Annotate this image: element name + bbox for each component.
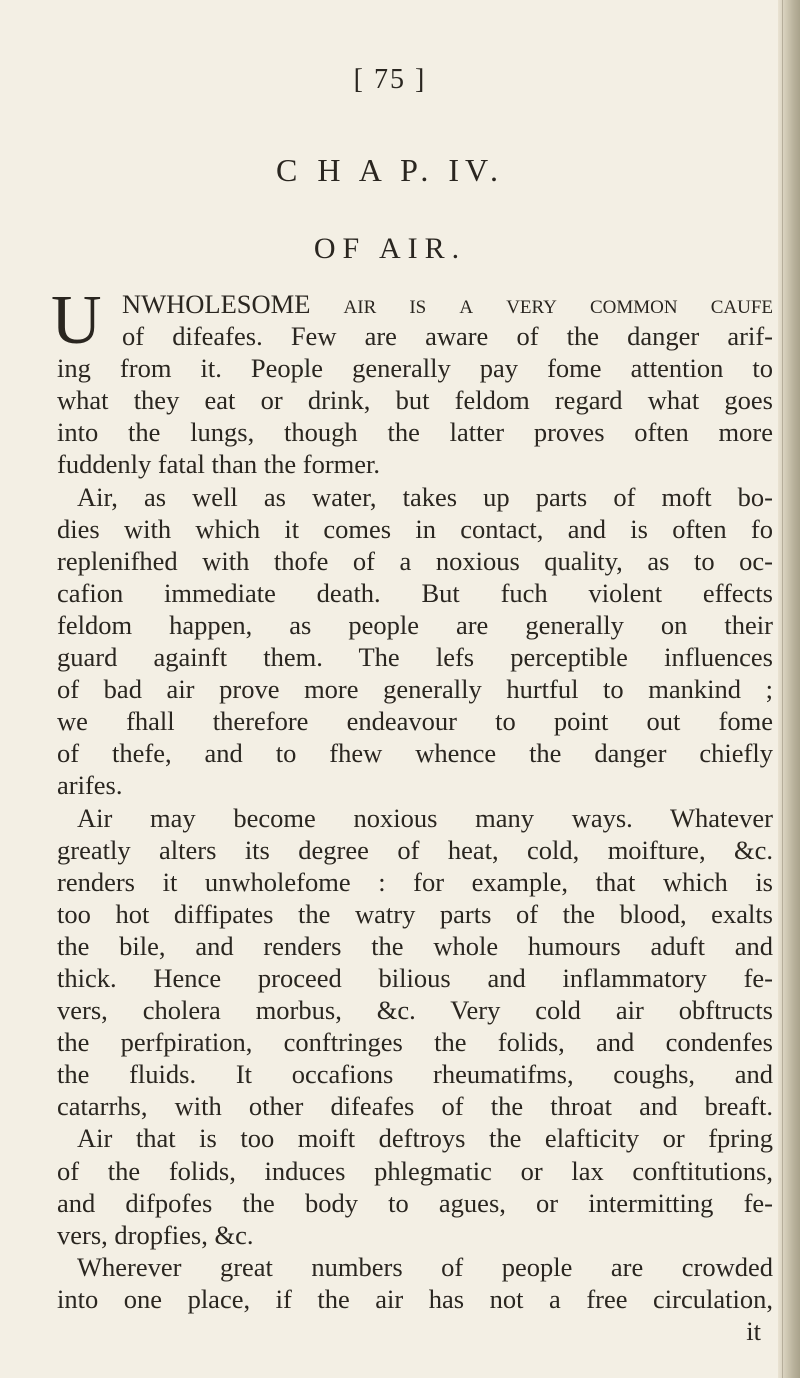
text-line: feldom happen, as people are generally on their bbox=[57, 609, 773, 640]
body-text bbox=[51, 282, 773, 1347]
drop-cap: U bbox=[51, 282, 102, 359]
text-line: Wherever great numbers of people are crowded bbox=[77, 1251, 773, 1282]
text-line: renders it unwholefome : for example, that which is bbox=[57, 866, 773, 897]
text-line: of thefe, and to fhew whence the danger chiefly bbox=[57, 738, 773, 769]
text-line: of the folids, induces phlegmatic or lax conftitutions, bbox=[57, 1155, 773, 1186]
text-line: fuddenly fatal than the former. bbox=[57, 449, 381, 480]
text-line: the bile, and renders the whole humours aduft and bbox=[57, 930, 773, 961]
text-line: guard againft them. The lefs perceptible influences bbox=[57, 642, 773, 673]
text-line: too hot diffipates the watry parts of the blood, exalts bbox=[57, 898, 773, 929]
text-line: vers, dropfies, &c. bbox=[57, 1219, 254, 1250]
text-line: we fhall therefore endeavour to point out fome bbox=[57, 706, 773, 737]
text-line: dies with which it comes in contact, and is often fo bbox=[57, 513, 773, 544]
text-line: Air, as well as water, takes up parts of moft bo- bbox=[77, 481, 773, 512]
text-line: catarrhs, with other difeafes of the throat and breaft. bbox=[57, 1091, 773, 1122]
text-line: Air may become noxious many ways. Whatever bbox=[77, 802, 773, 833]
text-line: arifes. bbox=[57, 770, 123, 801]
catchword: it bbox=[746, 1316, 761, 1346]
page-edge bbox=[778, 0, 800, 1378]
text-line: and difpofes the body to agues, or intermitting fe- bbox=[57, 1187, 773, 1218]
text-line: NWHOLESOME air is a very common caufe bbox=[122, 289, 773, 319]
page-number: [ 75 ] bbox=[353, 64, 427, 95]
chapter-title: OF AIR. bbox=[313, 232, 467, 265]
text-line: thick. Hence proceed bilious and inflammatory fe- bbox=[57, 962, 773, 993]
text-line: into one place, if the air has not a free circulation, bbox=[57, 1283, 773, 1314]
text-line: the perfpiration, conftringes the folids, and condenfes bbox=[57, 1027, 773, 1058]
text-line: greatly alters its degree of heat, cold, moifture, &c. bbox=[57, 834, 773, 865]
text-line: the fluids. It occafions rheumatifms, coughs, and bbox=[57, 1059, 773, 1090]
text-line: of difeafes. Few are aware of the danger arif- bbox=[122, 321, 773, 352]
text-line: what they eat or drink, but feldom regard what goes bbox=[57, 385, 773, 416]
text-line: cafion immediate death. But fuch violent effects bbox=[57, 577, 773, 608]
text-line: of bad air prove more generally hurtful to mankind ; bbox=[57, 674, 773, 705]
text-line: replenifhed with thofe of a noxious quality, as to oc- bbox=[57, 545, 773, 576]
text-line: Air that is too moift deftroys the elafticity or fpring bbox=[77, 1123, 773, 1154]
text-line: vers, cholera morbus, &c. Very cold air obftructs bbox=[57, 995, 773, 1026]
text-line: ing from it. People generally pay fome attention to bbox=[57, 353, 773, 384]
text-line: into the lungs, though the latter proves often more bbox=[57, 417, 773, 448]
chapter-heading: C H A P. IV. bbox=[276, 152, 504, 188]
